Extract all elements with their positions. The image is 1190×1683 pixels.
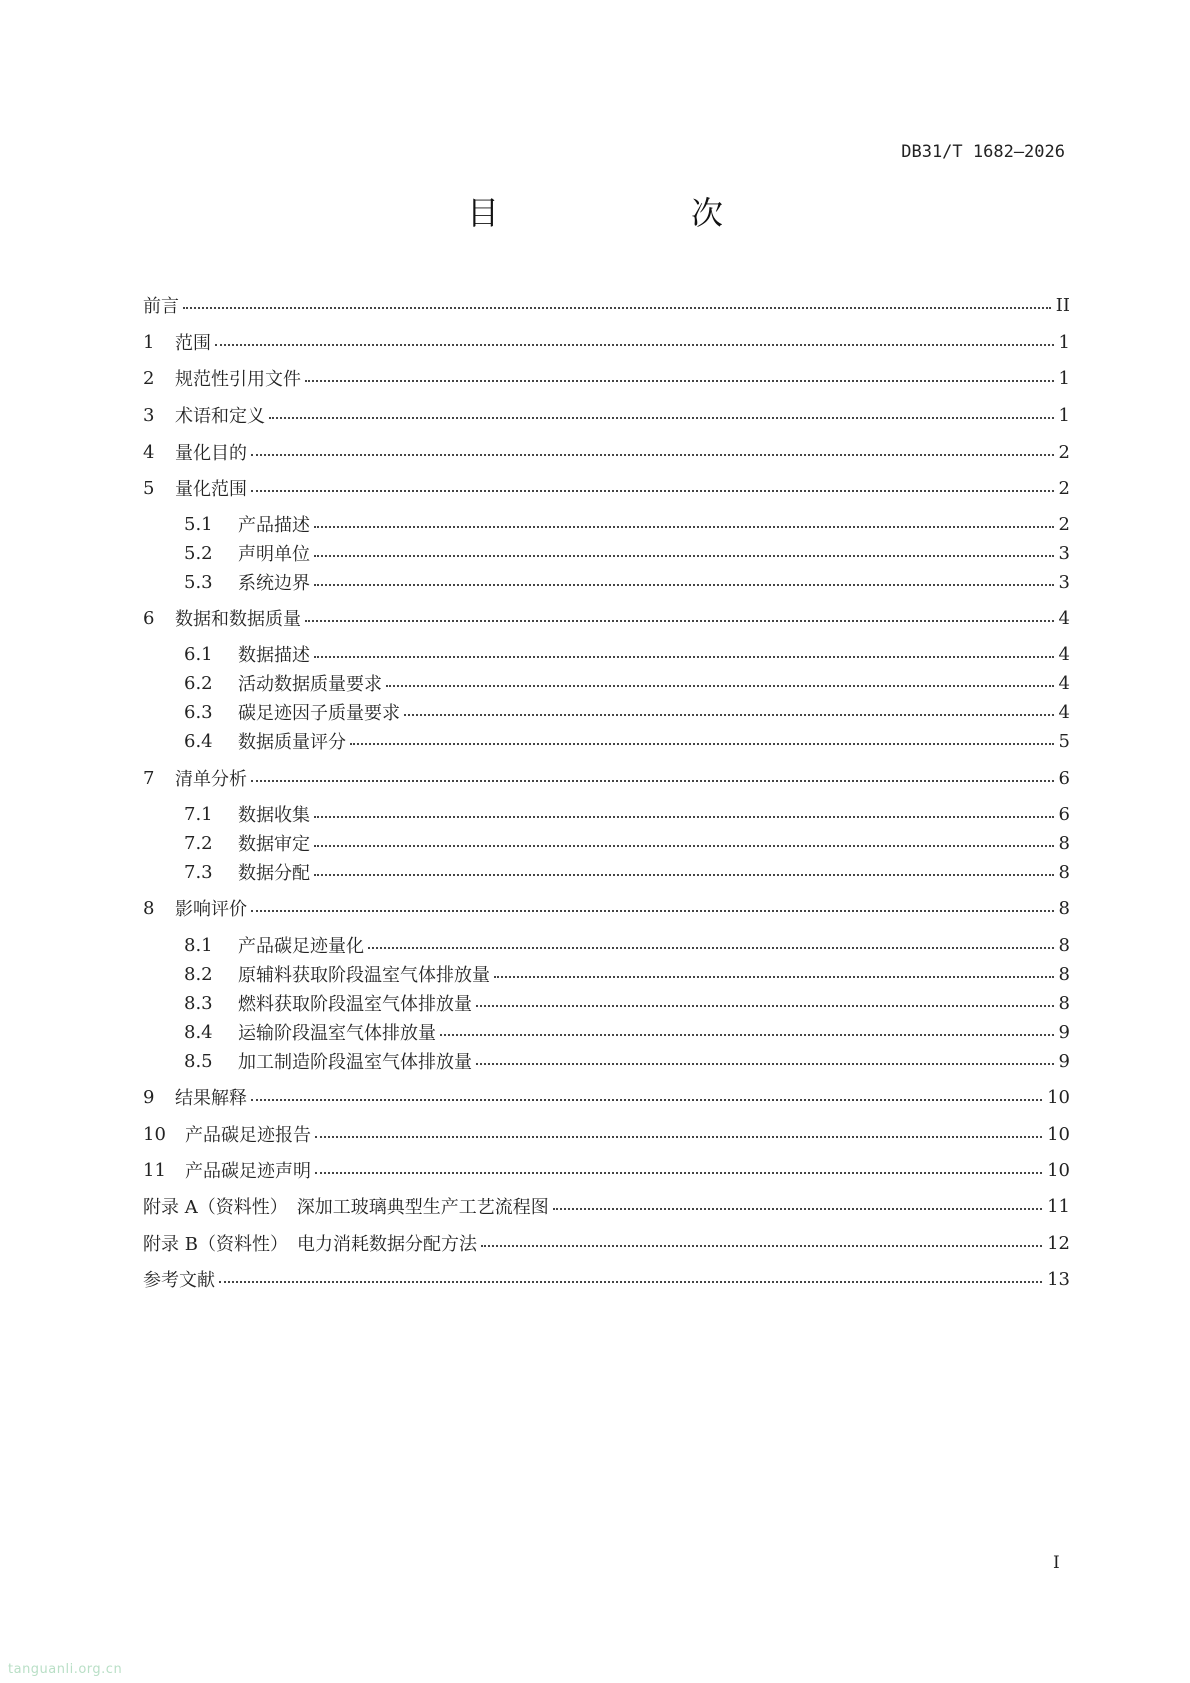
toc-entry-title: 前言 xyxy=(143,296,179,317)
toc-entry[interactable] xyxy=(143,1266,1070,1292)
toc-entry[interactable] xyxy=(143,1121,1070,1147)
toc-entry-page: 3 xyxy=(1058,571,1070,593)
dot-leader xyxy=(314,816,1054,818)
toc-entry-number: 6.4 xyxy=(184,730,213,752)
toc-entry-number: 8.4 xyxy=(184,1021,213,1043)
toc-entry-title: 附录 A（资料性） 深加工玻璃典型生产工艺流程图 xyxy=(143,1197,549,1218)
toc-entry-page: 2 xyxy=(1058,513,1070,535)
toc-entry[interactable] xyxy=(184,728,1070,754)
watermark: tanguanli.org.cn xyxy=(8,1662,123,1677)
dot-leader xyxy=(440,1034,1054,1036)
toc-entry-title: 数据质量评分 xyxy=(238,732,346,753)
toc-entry-page: 10 xyxy=(1047,1123,1070,1145)
toc-entry[interactable] xyxy=(143,402,1070,428)
toc-entry[interactable] xyxy=(143,439,1070,465)
toc-entry-page: 8 xyxy=(1058,963,1070,985)
toc-entry-title: 原辅料获取阶段温室气体排放量 xyxy=(238,965,490,986)
toc-entry[interactable] xyxy=(143,765,1070,791)
toc-entry-page: 6 xyxy=(1058,803,1070,825)
toc-entry-number: 7.2 xyxy=(184,832,213,854)
toc-entry-page: 2 xyxy=(1058,441,1070,463)
toc-entry-number: 1 xyxy=(143,331,155,353)
toc-entry[interactable] xyxy=(184,830,1070,856)
dot-leader xyxy=(314,584,1054,586)
toc-entry-number: 8 xyxy=(143,897,155,919)
dot-leader xyxy=(314,874,1054,876)
toc-entry-number: 8.3 xyxy=(184,992,213,1014)
toc-entry-page: 6 xyxy=(1058,767,1070,789)
dot-leader xyxy=(305,380,1054,382)
toc-entry-number: 3 xyxy=(143,404,155,426)
toc-entry[interactable] xyxy=(184,540,1070,566)
toc-entry[interactable] xyxy=(184,859,1070,885)
dot-leader xyxy=(314,555,1054,557)
dot-leader xyxy=(251,1099,1042,1101)
toc-entry-title: 量化目的 xyxy=(175,443,247,464)
toc-entry[interactable] xyxy=(143,895,1070,921)
toc-entry-number: 5.1 xyxy=(184,513,213,535)
toc-entry-title: 范围 xyxy=(175,333,211,354)
dot-leader xyxy=(315,1136,1042,1138)
toc-entry[interactable] xyxy=(184,511,1070,537)
toc-entry-title: 数据审定 xyxy=(238,834,310,855)
toc-entry-title: 附录 B（资料性） 电力消耗数据分配方法 xyxy=(143,1234,477,1255)
toc-entry[interactable] xyxy=(184,1019,1070,1045)
toc-entry-title: 影响评价 xyxy=(175,899,247,920)
toc-entry[interactable] xyxy=(184,699,1070,725)
toc-entry-page: 1 xyxy=(1058,331,1070,353)
toc-entry-title: 清单分析 xyxy=(175,769,247,790)
toc-entry[interactable] xyxy=(184,801,1070,827)
toc-entry-number: 6.3 xyxy=(184,701,213,723)
toc-entry[interactable] xyxy=(143,1084,1070,1110)
toc-entry[interactable] xyxy=(143,475,1070,501)
page-number: I xyxy=(1053,1553,1060,1573)
dot-leader xyxy=(314,656,1054,658)
dot-leader xyxy=(476,1063,1054,1065)
toc-entry-number: 8.1 xyxy=(184,934,213,956)
dot-leader xyxy=(368,947,1054,949)
toc-entry-number: 7.1 xyxy=(184,803,213,825)
toc-entry-page: 4 xyxy=(1058,701,1070,723)
toc-entry-number: 7.3 xyxy=(184,861,213,883)
page-title: 目 次 xyxy=(466,194,803,232)
toc-entry-page: 5 xyxy=(1058,730,1070,752)
toc-entry-title: 数据收集 xyxy=(238,805,310,826)
toc-entry-title: 数据描述 xyxy=(238,645,310,666)
toc-entry-page: 8 xyxy=(1058,832,1070,854)
dot-leader xyxy=(386,685,1054,687)
toc-entry[interactable] xyxy=(184,569,1070,595)
toc-entry[interactable] xyxy=(143,1157,1070,1183)
dot-leader xyxy=(305,620,1054,622)
dot-leader xyxy=(553,1208,1042,1210)
toc-entry-page: 10 xyxy=(1047,1159,1070,1181)
toc-entry-page: 9 xyxy=(1058,1050,1070,1072)
toc-entry-title: 运输阶段温室气体排放量 xyxy=(238,1023,436,1044)
toc-entry-title: 规范性引用文件 xyxy=(175,369,301,390)
toc-entry-title: 产品描述 xyxy=(238,515,310,536)
toc-entry-number: 8.2 xyxy=(184,963,213,985)
dot-leader xyxy=(251,490,1054,492)
dot-leader xyxy=(251,454,1054,456)
toc-entry-page: 8 xyxy=(1058,897,1070,919)
toc-entry-title: 燃料获取阶段温室气体排放量 xyxy=(238,994,472,1015)
toc-entry-number: 5 xyxy=(143,477,155,499)
toc-entry[interactable] xyxy=(184,1048,1070,1074)
toc-entry-number: 4 xyxy=(143,441,155,463)
toc-entry-number: 6 xyxy=(143,607,155,629)
toc-entry-page: 10 xyxy=(1047,1086,1070,1108)
dot-leader xyxy=(314,845,1054,847)
toc-entry-number: 5.2 xyxy=(184,542,213,564)
dot-leader xyxy=(251,780,1054,782)
toc-entry-title: 结果解释 xyxy=(175,1088,247,1109)
document-code: DB31/T 1682—2026 xyxy=(901,142,1065,162)
toc-entry-title: 产品碳足迹声明 xyxy=(185,1161,311,1182)
toc-entry-page: 8 xyxy=(1058,861,1070,883)
toc-entry[interactable] xyxy=(184,670,1070,696)
toc-entry-title: 活动数据质量要求 xyxy=(238,674,382,695)
toc-entry-page: 13 xyxy=(1047,1268,1070,1290)
dot-leader xyxy=(215,344,1054,346)
dot-leader xyxy=(481,1245,1042,1247)
toc-entry-number: 8.5 xyxy=(184,1050,213,1072)
dot-leader xyxy=(269,417,1054,419)
toc-entry[interactable] xyxy=(184,961,1070,987)
toc-entry-title: 加工制造阶段温室气体排放量 xyxy=(238,1052,472,1073)
toc-entry-page: 1 xyxy=(1058,367,1070,389)
toc-entry-title: 系统边界 xyxy=(238,573,310,594)
toc-entry-title: 数据和数据质量 xyxy=(175,609,301,630)
toc-entry[interactable] xyxy=(143,292,1070,318)
dot-leader xyxy=(314,526,1054,528)
toc-entry-page: 4 xyxy=(1058,607,1070,629)
toc-entry-title: 产品碳足迹报告 xyxy=(185,1125,311,1146)
dot-leader xyxy=(476,1005,1054,1007)
toc-entry-number: 7 xyxy=(143,767,155,789)
toc-entry-title: 参考文献 xyxy=(143,1270,215,1291)
toc-entry-title: 产品碳足迹量化 xyxy=(238,936,364,957)
toc-entry-page: 4 xyxy=(1058,643,1070,665)
toc-entry[interactable] xyxy=(143,605,1070,631)
toc-entry-page: 4 xyxy=(1058,672,1070,694)
toc-entry-page: 8 xyxy=(1058,934,1070,956)
toc-entry-number: 11 xyxy=(143,1159,166,1181)
toc-entry-page: 3 xyxy=(1058,542,1070,564)
toc-entry-number: 10 xyxy=(143,1123,166,1145)
toc-entry[interactable] xyxy=(143,1230,1070,1256)
toc-entry-page: 8 xyxy=(1058,992,1070,1014)
toc-entry[interactable] xyxy=(184,641,1070,667)
toc-entry-number: 2 xyxy=(143,367,155,389)
dot-leader xyxy=(315,1172,1042,1174)
toc-entry-title: 声明单位 xyxy=(238,544,310,565)
toc-entry-title: 量化范围 xyxy=(175,479,247,500)
toc-entry-title: 术语和定义 xyxy=(175,406,265,427)
toc-entry-number: 9 xyxy=(143,1086,155,1108)
toc-entry-page: 9 xyxy=(1058,1021,1070,1043)
toc-entry-page: 2 xyxy=(1058,477,1070,499)
toc-entry[interactable] xyxy=(143,365,1070,391)
dot-leader xyxy=(183,307,1051,309)
toc-entry[interactable] xyxy=(184,932,1070,958)
toc-entry[interactable] xyxy=(143,1193,1070,1219)
dot-leader xyxy=(350,743,1054,745)
toc-entry[interactable] xyxy=(143,329,1070,355)
toc-entry-page: 11 xyxy=(1047,1195,1070,1217)
toc-entry-page: 12 xyxy=(1047,1232,1070,1254)
toc-entry-number: 6.1 xyxy=(184,643,213,665)
dot-leader xyxy=(251,910,1054,912)
dot-leader xyxy=(494,976,1054,978)
toc-entry-page: 1 xyxy=(1058,404,1070,426)
toc-entry-number: 6.2 xyxy=(184,672,213,694)
toc-entry-number: 5.3 xyxy=(184,571,213,593)
dot-leader xyxy=(219,1281,1042,1283)
toc-entry[interactable] xyxy=(184,990,1070,1016)
toc-entry-page: II xyxy=(1055,294,1070,316)
toc-entry-title: 数据分配 xyxy=(238,863,310,884)
dot-leader xyxy=(404,714,1054,716)
toc-entry-title: 碳足迹因子质量要求 xyxy=(238,703,400,724)
